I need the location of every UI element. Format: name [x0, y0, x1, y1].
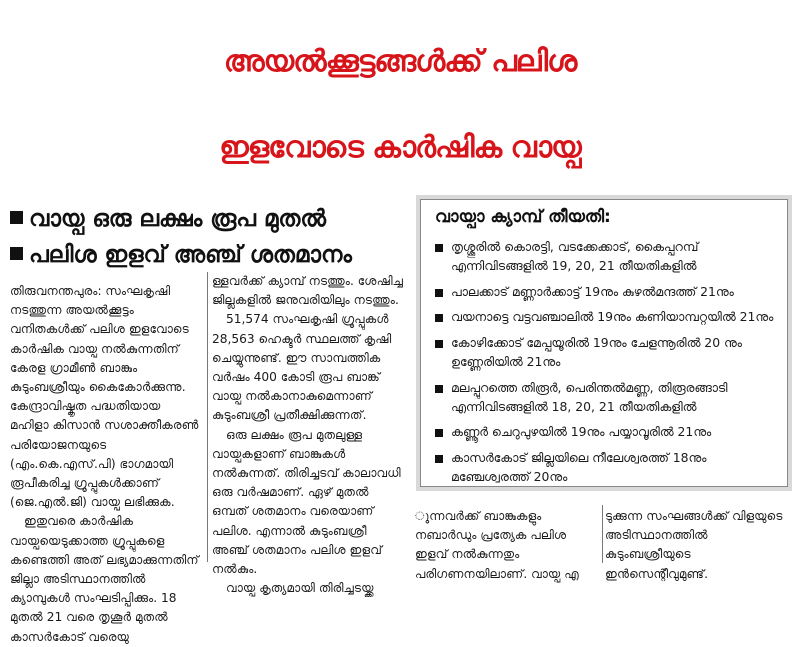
- list-item: [435, 238, 775, 276]
- article-paragraph: ുന്നവർക്ക് ബാങ്കുകളും നബാർഡും പ്രത്യേക പലിശ ഇളവ് നൽകുന്നതും പരിഗണനയിലാണ്. വായ്പ എ: [415, 509, 579, 581]
- list-item: [435, 423, 775, 442]
- list-item: [435, 283, 775, 302]
- square-bullet-icon: [10, 247, 23, 260]
- headline-line-1: അയൽക്കൂട്ടങ്ങൾക്ക് പലിശ: [223, 44, 577, 79]
- camp-box-title: വായ്പാ ക്യാമ്പ് തീയതി:: [435, 207, 611, 227]
- camp-item-text: മലപ്പുറത്തെ തിരൂർ, പെരിന്തൽമണ്ണ, തിരൂരങ്ങാടി എന്നിവിടങ്ങളിൽ 18, 20, 21 തീയതികളിൽ: [451, 379, 728, 414]
- bullet-icon: [435, 314, 443, 322]
- subhead-loan-amount: [10, 204, 326, 234]
- camp-item-text: കാസർകോട് ജില്ലയിലെ നീലേശ്വരത്ത് 18നും മഞ്ചേശ്വരത്ത് 20നും: [451, 450, 707, 484]
- loan-camp-dates-box: [420, 199, 788, 487]
- bullet-icon: [435, 289, 443, 297]
- article-paragraph: തിരുവനന്തപുരം: സംഘകൃഷി നടത്തുന്ന അയൽക്കൂട്ടം വനിതകൾക്ക് പലിശ ഇളവോടെ കാർഷിക വായ്പ നൽകുന്നതിന് കേരള ഗ്രാമീൺ ബാങ്കും കുടുംബശ്രീയും കൈകോർക്കുന്നു. കേന്ദ്രാവിഷ്കൃത പദ്ധതിയായ മഹിളാ കിസാൻ സശാക്തീകരൺ പരിയോജനയുടെ (എം.കെ.എസ്.പി) ഭാഗമായി രൂപീകരിച്ച ഗ്രൂപ്പുകൾക്കാണ് (ജെ.എൽ.ജി) വായ്പ ലഭിക്കുക.: [10, 284, 199, 510]
- bullet-icon: [435, 340, 443, 348]
- list-item: [435, 379, 775, 417]
- article-paragraph: ഒരു ലക്ഷം രൂപ മുതലുള്ള വായ്പകളാണ് ബാങ്കുകൾ നൽകുന്നത്. തിരിച്ചടവ് കാലാവധി ഒരു വർഷമാണ്. ഏഴ് മുതൽ ഒമ്പത് ശതമാനം വരെയാണ് പലിശ. എന്നാൽ കുടുംബശ്രീ അഞ്ച് ശതമാനം പലിശ ഇളവ് നൽകും.: [212, 427, 401, 577]
- subhead-interest-rebate: [10, 240, 352, 270]
- subhead-text: പലിശ ഇളവ് അഞ്ച് ശതമാനം: [29, 242, 352, 268]
- list-item: [435, 334, 775, 372]
- article-column-3: [415, 507, 595, 584]
- camp-item-text: കണ്ണൂർ ചെറുപുഴയിൽ 19നും പയ്യാവൂരിൽ 21നും: [451, 424, 712, 440]
- article-paragraph: വായ്പ കൃത്യമായി തിരിച്ചടയ്ക്ക: [226, 581, 374, 596]
- square-bullet-icon: [10, 211, 23, 224]
- article-paragraph: ഇതുവരെ കാർഷിക വായ്പയെടുക്കാത്ത ഗ്രൂപ്പുകളെ കണ്ടെത്തി അത് ലഭ്യമാക്കുന്നതിന് ജില്ലാ അടിസ്ഥാനത്തിൽ ക്യാമ്പുകൾ സംഘടിപ്പിക്കും. 18 മുതൽ 21 വരെ തൃശൂർ മുതൽ കാസർകോട് വരെയു: [10, 514, 199, 644]
- article-paragraph: ടുക്കുന്ന സംഘങ്ങൾക്ക് വിളയുടെ അടിസ്ഥാനത്തിൽ കുടുംബശ്രീയുടെ ഇൻസെന്റീവുമുണ്ട്.: [605, 509, 783, 581]
- column-divider: [207, 272, 208, 562]
- subhead-text: വായ്പ ഒരു ലക്ഷം രൂപ മുതൽ: [29, 206, 326, 232]
- article-paragraph: ള്ളവർക്ക് ക്യാമ്പ് നടത്തും. ശേഷിച്ച ജില്ലകളിൽ ജനുവരിയിലും നടത്തും.: [212, 274, 404, 308]
- bullet-icon: [435, 429, 443, 437]
- list-item: [435, 308, 775, 327]
- camp-item-text: കോഴിക്കോട് മേപ്പയൂരിൽ 19നും ചേളന്നൂരിൽ 20 നും ഉണ്ണേരിയിൽ 21നും: [451, 335, 742, 369]
- article-column-2: [212, 272, 406, 598]
- article-column-1: [10, 282, 202, 647]
- bullet-icon: [435, 385, 443, 393]
- camp-item-text: പാലക്കാട് മണ്ണാർക്കാട്ട് 19നും കുഴൽമന്ദത്ത് 21നും: [451, 283, 734, 299]
- camp-item-text: തൃശ്ശൂരിൽ കൊരട്ടി, വടക്കേക്കാട്, കൈപ്പറമ്പ് എന്നിവിടങ്ങളിൽ 19, 20, 21 തീയതികളിൽ: [451, 239, 699, 273]
- list-item: [435, 449, 775, 487]
- headline-line-2: ഇളവോടെ കാർഷിക വായ്പ: [219, 130, 581, 165]
- camp-list: [435, 238, 775, 494]
- article-column-4: [605, 507, 793, 584]
- article-paragraph: 51,574 സംഘകൃഷി ഗ്രൂപ്പുകൾ 28,563 ഹെക്ടർ സ്ഥലത്ത് കൃഷി ചെയ്യുന്നുണ്ട്. ഈ സാമ്പത്തിക വർഷം 400 കോടി രൂപ ബാങ്ക് വായ്പ നൽകാനാകുമെന്നാണ് കുടുംബശ്രീ പ്രതീക്ഷിക്കുന്നത്.: [212, 312, 392, 423]
- bullet-icon: [435, 244, 443, 252]
- column-divider: [602, 505, 603, 563]
- bullet-icon: [435, 455, 443, 463]
- camp-item-text: വയനാട്ടെ വട്ടവഞ്ചാലിൽ 19നും കണിയാമ്പറ്റയിൽ 21നും: [451, 309, 774, 325]
